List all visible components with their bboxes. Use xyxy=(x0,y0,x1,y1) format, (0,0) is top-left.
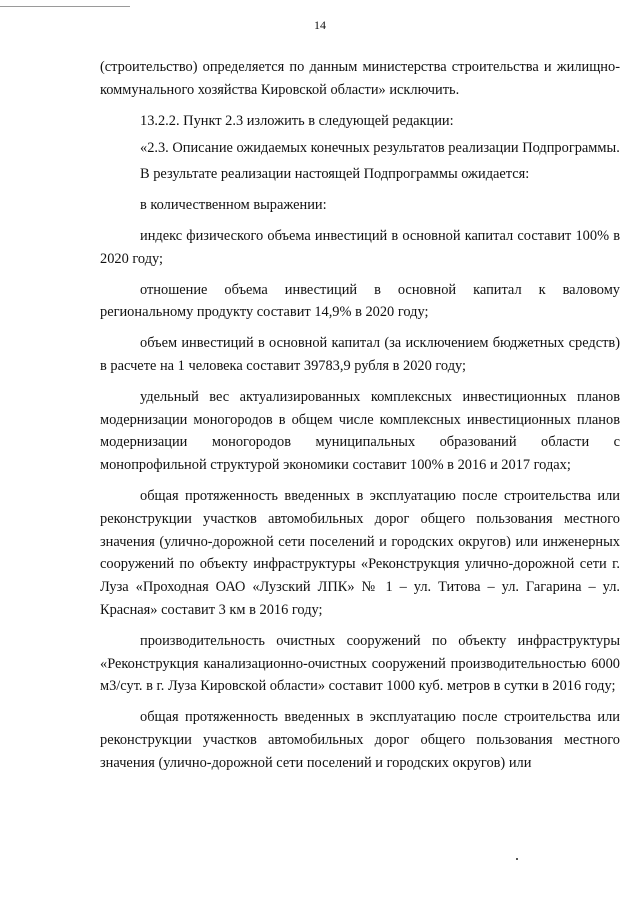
paragraph-quantitative: в количественном выражении: xyxy=(140,197,327,214)
paragraph-amendment: 13.2.2. Пункт 2.3 изложить в следующей редакции: xyxy=(140,112,454,129)
paragraph-intro: В результате реализации настоящей Подпрограммы ожидается: xyxy=(140,166,530,183)
paragraph-item: объем инвестиций в основной капитал (за исключением бюджетных средств) в расчете на 1 человека составит 39783,9 рубля в 2020 году; xyxy=(100,335,620,374)
page-number: 14 xyxy=(314,18,326,32)
paragraph-item: индекс физического объема инвестиций в основной капитал составит 100% в 2020 году; xyxy=(100,227,620,267)
paragraph-continuation: (строительство) определяется по данным министерства строительства и жилищно-коммунального хозяйства Кировской области» исключить. xyxy=(100,59,620,98)
document-body xyxy=(100,56,620,783)
paragraph-item: общая протяженность введенных в эксплуатацию после строительства или реконструкции участков автомобильных дорог общего пользования местного значения (улично-дорожной сети поселений и городских округов) или инженерных сооружений по объекту инфраструктуры «Реконструкция улично-дорожной сети г. Луза «Проходная ОАО «Лузский ЛПК» № 1 – ул. Титова – ул. Гагарина – ул. Красная» составит 3 км в 2016 году; xyxy=(100,487,620,618)
scan-speck xyxy=(516,858,518,860)
paragraph-item: удельный вес актуализированных комплексных инвестиционных планов модернизации моногородов в общем числе комплексных инвестиционных планов модернизации моногородов муниципальных образований области с монопрофильной структурой экономики составит 100% в 2016 и 2017 годах; xyxy=(100,388,620,474)
paragraph-item: производительность очистных сооружений по объекту инфраструктуры «Реконструкция канализационно-очистных сооружений производительностью 6000 м3/сут. в г. Луза Кировской области» составит 1000 куб. метров в сутки в 2016 году; xyxy=(100,632,620,695)
top-rule xyxy=(0,6,130,7)
paragraph-item: общая протяженность введенных в эксплуатацию после строительства или реконструкции участков автомобильных дорог общего пользования местного значения (улично-дорожной сети поселений и городских округов) или xyxy=(100,709,620,771)
paragraph-item: отношение объема инвестиций в основной капитал к валовому региональному продукту составит 14,9% в 2020 году; xyxy=(100,281,620,321)
paragraph-section-heading: «2.3. Описание ожидаемых конечных результатов реализации Подпрограммы. xyxy=(140,140,620,157)
